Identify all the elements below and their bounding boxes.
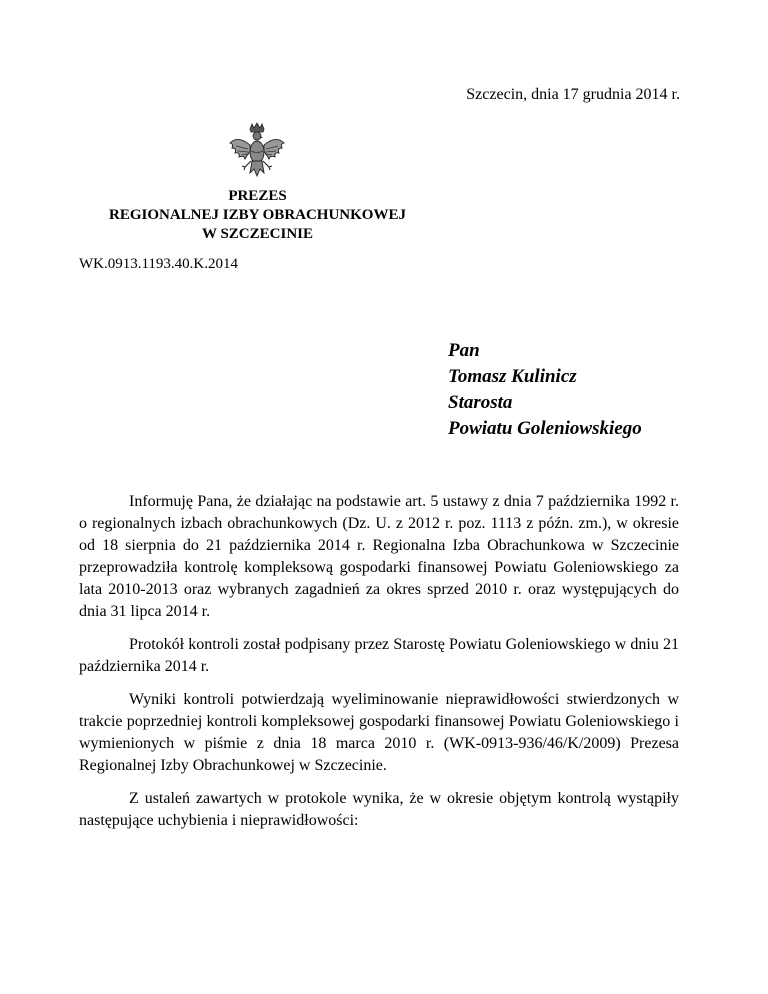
issuer-line-1: PREZES bbox=[228, 188, 287, 204]
body-paragraph-4: Z ustaleń zawartych w protokole wynika, że w okresie objętym kontrolą wystąpiły następujące uchybienia i nieprawidłowości: bbox=[79, 790, 679, 829]
issuer-line-3: W SZCZECINIE bbox=[201, 226, 313, 242]
addressee-organization: Powiatu Goleniowskiego bbox=[448, 418, 642, 439]
addressee-block bbox=[448, 338, 642, 442]
body-paragraph-2: Protokół kontroli został podpisany przez Starostę Powiatu Goleniowskiego w dniu 21 października 2014 r. bbox=[79, 636, 679, 675]
reference-number: WK.0913.1193.40.K.2014 bbox=[79, 256, 239, 272]
body-paragraph-1: Informuję Pana, że działając na podstawie art. 5 ustawy z dnia 7 października 1992 r. o regionalnych izbach obrachunkowych (Dz. U. z 2012 r. poz. 1113 z późn. zm.), w okresie od 18 sierpnia do 21 października 2014 r. Regionalna Izba Obrachunkowa w Szczecinie przeprowadziła kontrolę kompleksową gospodarki finansowej Powiatu Goleniowskiego za lata 2010-2013 oraz wybranych zagadnień za okres sprzed 2010 r. oraz występujących do dnia 31 lipca 2014 r. bbox=[79, 493, 679, 620]
issuer-block bbox=[60, 187, 455, 244]
letter-body bbox=[79, 491, 679, 843]
body-paragraph-3: Wyniki kontroli potwierdzają wyeliminowanie nieprawidłowości stwierdzonych w trakcie poprzedniej kontroli kompleksowej gospodarki finansowej Powiatu Goleniowskiego i wymienionych w piśmie z dnia 18 marca 2010 r. (WK-0913-936/46/K/2009) Prezesa Regionalnej Izby Obrachunkowej w Szczecinie. bbox=[79, 691, 679, 774]
polish-eagle-emblem-icon bbox=[226, 121, 288, 183]
addressee-name: Tomasz Kulinicz bbox=[448, 366, 577, 387]
addressee-position: Starosta bbox=[448, 392, 513, 413]
letter-date: Szczecin, dnia 17 grudnia 2014 r. bbox=[466, 86, 680, 103]
issuer-line-2: REGIONALNEJ IZBY OBRACHUNKOWEJ bbox=[109, 207, 406, 223]
addressee-salutation: Pan bbox=[448, 340, 480, 361]
